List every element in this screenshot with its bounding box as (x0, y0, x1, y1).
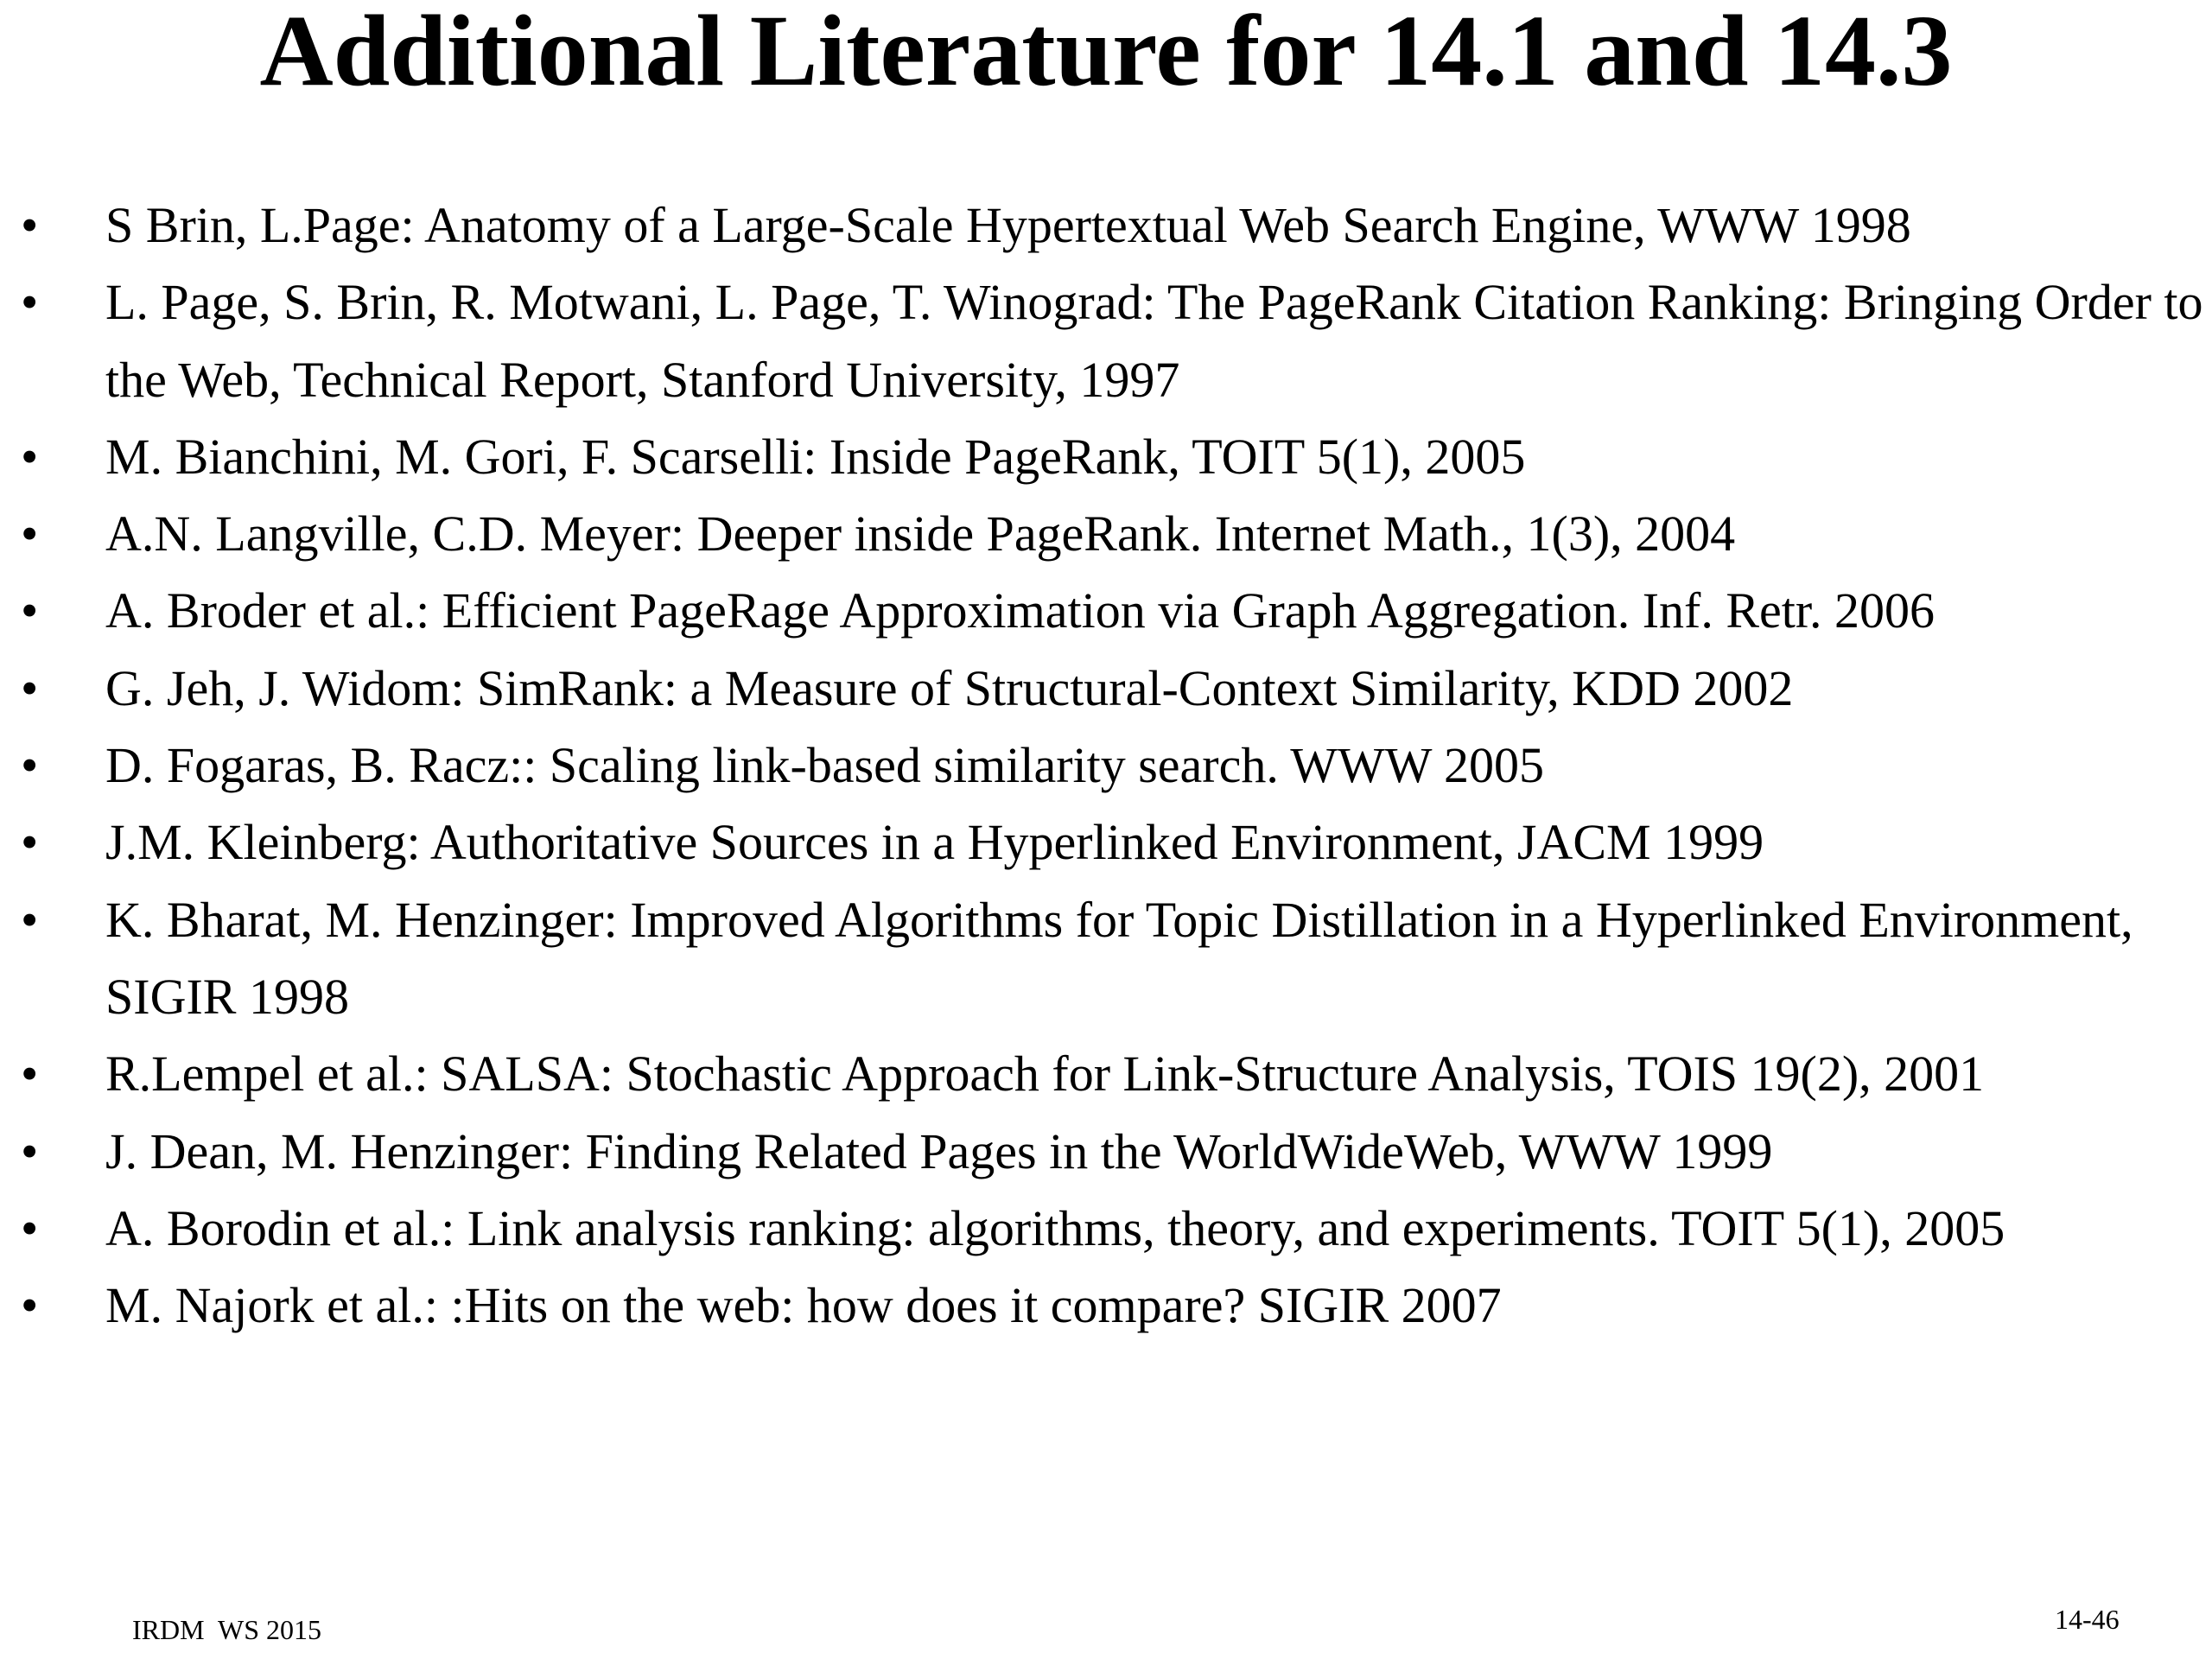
bullet-icon: • (21, 737, 39, 794)
slide-title: Additional Literature for 14.1 and 14.3 (259, 0, 1953, 107)
bullet-icon: • (21, 1199, 39, 1256)
footer-course: IRDM WS 2015 (132, 1614, 321, 1645)
reference-text: K. Bharat, M. Henzinger: Improved Algorithms for Topic Distillation in a Hyperlinked Environment, SIGIR 1998 (105, 891, 2133, 1025)
reference-text: M. Bianchini, M. Gori, F. Scarselli: Inside PageRank, TOIT 5(1), 2005 (105, 428, 1526, 485)
bullet-icon: • (21, 814, 39, 871)
reference-text: M. Najork et al.: :Hits on the web: how does it compare? SIGIR 2007 (105, 1277, 1502, 1334)
reference-item (0, 264, 2205, 418)
reference-item (0, 187, 2205, 264)
bullet-icon: • (21, 1122, 39, 1179)
reference-item (0, 650, 2205, 727)
reference-item (0, 1035, 2205, 1112)
reference-item (0, 418, 2205, 495)
footer-page-number: 14-46 (2055, 1604, 2120, 1635)
reference-text: S Brin, L.Page: Anatomy of a Large-Scale Hypertextual Web Search Engine, WWW 1998 (105, 197, 1911, 253)
reference-item (0, 1190, 2205, 1267)
reference-text: L. Page, S. Brin, R. Motwani, L. Page, T. Winograd: The PageRank Citation Ranking: Bringing Order to the Web, Technical Report, Stanford University, 1997 (105, 274, 2203, 408)
reference-text: A.N. Langville, C.D. Meyer: Deeper inside PageRank. Internet Math., 1(3), 2004 (105, 505, 1736, 563)
bullet-icon: • (21, 505, 39, 563)
reference-text: R.Lempel et al.: SALSA: Stochastic Approach for Link-Structure Analysis, TOIS 19(2), 2001 (105, 1046, 1985, 1103)
reference-item (0, 495, 2205, 572)
reference-item (0, 1267, 2205, 1344)
reference-text: D. Fogaras, B. Racz:: Scaling link-based similarity search. WWW 2005 (105, 737, 1544, 794)
bullet-icon: • (21, 891, 39, 948)
reference-text: J.M. Kleinberg: Authoritative Sources in a Hyperlinked Environment, JACM 1999 (105, 814, 1764, 871)
reference-item (0, 727, 2205, 804)
bullet-icon: • (21, 274, 39, 331)
reference-item (0, 804, 2205, 880)
bullet-icon: • (21, 428, 39, 485)
reference-item (0, 881, 2205, 1036)
bullet-icon: • (21, 1046, 39, 1103)
bullet-icon: • (21, 197, 39, 253)
reference-text: J. Dean, M. Henzinger: Finding Related Pages in the WorldWideWeb, WWW 1999 (105, 1122, 1773, 1179)
bullet-icon: • (21, 1277, 39, 1334)
reference-text: A. Broder et al.: Efficient PageRage Approximation via Graph Aggregation. Inf. Retr. 2006 (105, 582, 1936, 639)
reference-text: G. Jeh, J. Widom: SimRank: a Measure of Structural-Context Similarity, KDD 2002 (105, 659, 1794, 716)
reference-item (0, 1113, 2205, 1190)
reference-text: A. Borodin et al.: Link analysis ranking: algorithms, theory, and experiments. TOIT 5(1), 2005 (105, 1199, 2005, 1256)
bullet-icon: • (21, 582, 39, 639)
reference-list (0, 187, 2212, 1344)
bullet-icon: • (21, 659, 39, 716)
reference-item (0, 572, 2205, 649)
